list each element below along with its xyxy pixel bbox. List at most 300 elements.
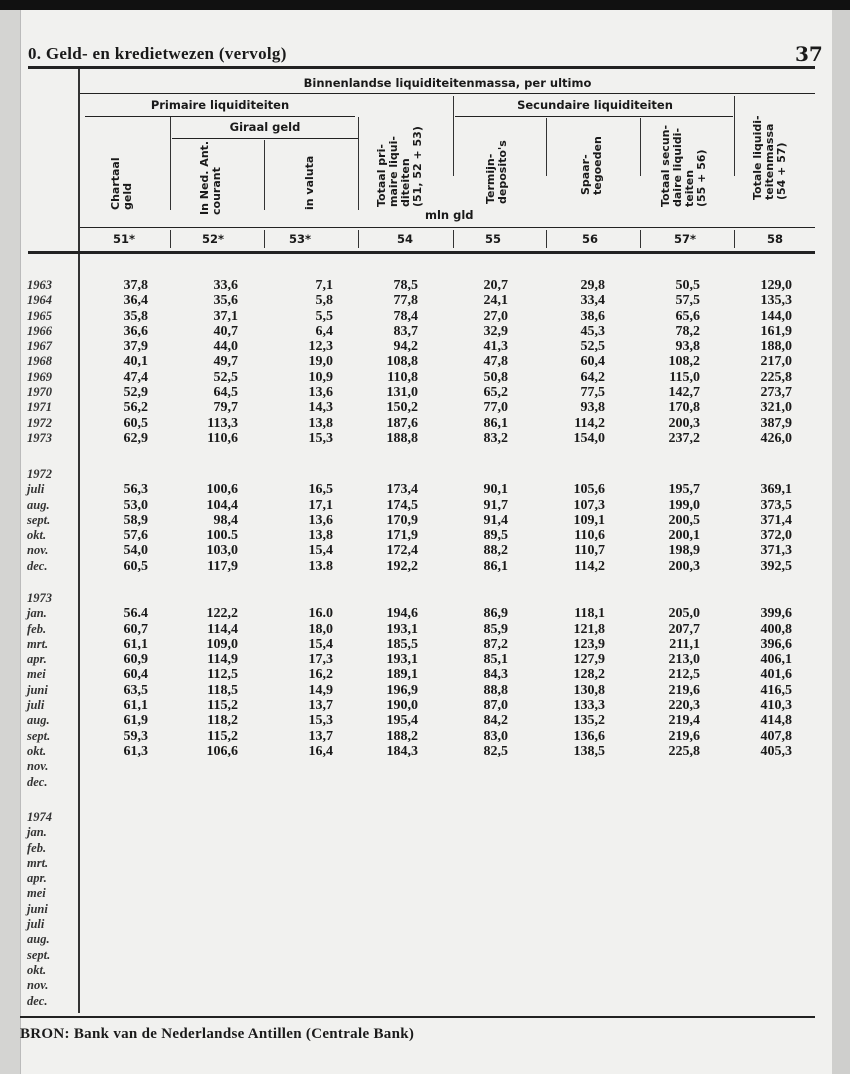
cell-col-54: 173,4 — [386, 482, 418, 498]
column-divider — [640, 118, 641, 176]
cell-col-52: 35,6 — [213, 293, 238, 309]
cell-col-56: 52,5 — [580, 339, 605, 355]
row-label: aug. — [27, 932, 50, 947]
table-row — [0, 324, 850, 339]
cell-col-55: 86,1 — [483, 415, 508, 431]
cell-col-57: 200,3 — [668, 558, 700, 574]
cell-col-53: 10,9 — [308, 369, 333, 385]
cell-col-57: 198,9 — [668, 543, 700, 559]
unit-label: mln gld — [425, 208, 474, 222]
row-label: feb. — [27, 840, 47, 855]
row-label: 1972 — [27, 415, 52, 430]
section-title: 0. Geld- en kredietwezen (vervolg) — [28, 44, 287, 63]
subgroup-header-giraal: Giraal geld — [229, 120, 301, 134]
column-divider — [734, 96, 735, 176]
row-label: 1963 — [27, 278, 52, 292]
cell-col-58: 387,9 — [760, 415, 792, 431]
cell-col-54: 78,5 — [393, 278, 418, 293]
cell-col-56: 121,8 — [573, 621, 605, 637]
cell-col-57: 200,1 — [668, 528, 700, 544]
column-header-58: Totale liquidi- teitenmassa (54 + 57) — [751, 115, 788, 200]
column-divider — [453, 230, 454, 248]
table-row — [0, 637, 850, 652]
table-row — [0, 385, 850, 400]
row-label: jan. — [27, 825, 47, 840]
column-divider — [264, 230, 265, 248]
cell-col-51: 54,0 — [123, 543, 148, 559]
cell-col-51: 56.4 — [123, 606, 148, 622]
cell-col-55: 83,0 — [483, 728, 508, 744]
cell-col-57: 195,7 — [668, 482, 700, 498]
cell-col-52: 117,9 — [207, 558, 238, 574]
cell-col-54: 187,6 — [386, 415, 418, 431]
cell-col-53: 15,3 — [308, 430, 333, 446]
cell-col-55: 32,9 — [483, 323, 508, 339]
row-label: 1971 — [27, 400, 52, 415]
row-label: aug. — [27, 713, 50, 728]
table-row — [0, 652, 850, 667]
column-number-52: 52* — [201, 232, 225, 246]
column-header-53: in valuta — [303, 155, 316, 210]
cell-col-56: 128,2 — [573, 667, 605, 683]
cell-col-53: 18,0 — [308, 621, 333, 637]
table-row — [0, 713, 850, 728]
column-header-51: Chartaal geld — [109, 157, 134, 210]
cell-col-56: 114,2 — [574, 415, 605, 431]
cell-col-51: 60,5 — [123, 415, 148, 431]
column-divider — [734, 230, 735, 248]
cell-col-52: 40,7 — [213, 323, 238, 339]
cell-col-52: 103,0 — [206, 543, 238, 559]
rule — [172, 138, 358, 139]
cell-col-53: 13,7 — [308, 728, 333, 744]
table-row — [0, 994, 850, 1009]
row-label: 1965 — [27, 308, 52, 323]
column-header-57: Totaal secun- daire liquidi- teiten (55 + 56) — [659, 124, 708, 207]
cell-col-54: 171,9 — [386, 528, 418, 544]
cell-col-53: 13,6 — [308, 385, 333, 401]
row-label: 1970 — [27, 385, 52, 400]
column-divider — [546, 118, 547, 176]
cell-col-57: 78,2 — [675, 323, 700, 339]
table-row — [0, 543, 850, 558]
column-divider — [170, 117, 171, 210]
cell-col-51: 61,1 — [123, 698, 148, 714]
cell-col-55: 85,9 — [483, 621, 508, 637]
cell-col-55: 24,1 — [483, 293, 508, 309]
table-row — [0, 948, 850, 963]
table-row — [0, 698, 850, 713]
cell-col-56: 123,9 — [573, 636, 605, 652]
cell-col-57: 200,3 — [668, 415, 700, 431]
table-row — [0, 841, 850, 856]
cell-col-57: 225,8 — [668, 743, 700, 759]
cell-col-57: 200,5 — [668, 512, 700, 528]
cell-col-57: 213,0 — [668, 652, 700, 668]
cell-col-55: 87,0 — [483, 698, 508, 714]
table-row — [0, 606, 850, 621]
cell-col-56: 138,5 — [573, 743, 605, 759]
cell-col-55: 77,0 — [483, 400, 508, 416]
cell-col-58: 217,0 — [760, 354, 792, 370]
cell-col-54: 110,8 — [387, 369, 418, 385]
cell-col-58: 399,6 — [760, 606, 792, 622]
cell-col-52: 110,6 — [207, 430, 238, 446]
cell-col-54: 185,5 — [386, 636, 418, 652]
rule — [85, 116, 355, 117]
column-header-52: In Ned. Ant. courant — [198, 140, 223, 215]
cell-col-57: 108,2 — [668, 354, 700, 370]
row-label: juni — [27, 901, 48, 916]
cell-col-58: 161,9 — [760, 323, 792, 339]
cell-col-54: 193,1 — [386, 652, 418, 668]
cell-col-55: 86,1 — [483, 558, 508, 574]
cell-col-53: 7,1 — [315, 278, 333, 293]
cell-col-56: 110,6 — [574, 528, 605, 544]
table-row — [0, 886, 850, 901]
cell-col-55: 82,5 — [483, 743, 508, 759]
cell-col-57: 57,5 — [675, 293, 700, 309]
cell-col-55: 88,2 — [483, 543, 508, 559]
cell-col-52: 115,2 — [207, 698, 238, 714]
cell-col-58: 273,7 — [760, 385, 792, 401]
cell-col-56: 64,2 — [580, 369, 605, 385]
group-header-secondary: Secundaire liquiditeiten — [517, 98, 673, 112]
cell-col-54: 174,5 — [386, 497, 418, 513]
page-number: 37 — [795, 42, 823, 66]
cell-col-56: 130,8 — [573, 682, 605, 698]
row-label: jan. — [27, 606, 47, 621]
row-label: dec. — [27, 993, 48, 1008]
cell-col-51: 60,5 — [123, 558, 148, 574]
bottom-rule — [20, 1016, 815, 1018]
cell-col-54: 194,6 — [386, 606, 418, 622]
cell-col-56: 136,6 — [573, 728, 605, 744]
table-row — [0, 963, 850, 978]
cell-col-52: 33,6 — [213, 278, 238, 293]
cell-col-54: 78,4 — [393, 308, 418, 324]
row-label: juni — [27, 682, 48, 697]
row-label: sept. — [27, 728, 51, 743]
cell-col-56: 109,1 — [573, 512, 605, 528]
column-header-56: Spaar- tegoeden — [579, 136, 604, 195]
table-row — [0, 917, 850, 932]
cell-col-51: 58,9 — [123, 512, 148, 528]
cell-col-52: 114,4 — [207, 621, 238, 637]
cell-col-53: 12,3 — [308, 339, 333, 355]
cell-col-58: 414,8 — [760, 713, 792, 729]
row-label: sept. — [27, 512, 51, 527]
cell-col-58: 135,3 — [760, 293, 792, 309]
cell-col-51: 40,1 — [123, 354, 148, 370]
cell-col-53: 13,6 — [308, 512, 333, 528]
cell-col-51: 60,7 — [123, 621, 148, 637]
cell-col-53: 15,4 — [308, 543, 333, 559]
cell-col-51: 37,9 — [123, 339, 148, 355]
row-label: 1964 — [27, 293, 52, 308]
cell-col-58: 396,6 — [760, 636, 792, 652]
cell-col-56: 60,4 — [580, 354, 605, 370]
group-header-primary: Primaire liquiditeiten — [150, 98, 290, 112]
cell-col-55: 41,3 — [483, 339, 508, 355]
cell-col-54: 94,2 — [393, 339, 418, 355]
cell-col-55: 27,0 — [483, 308, 508, 324]
cell-col-56: 118,1 — [574, 606, 605, 622]
table-row — [0, 370, 850, 385]
table-block — [0, 278, 850, 446]
cell-col-51: 47,4 — [123, 369, 148, 385]
cell-col-55: 85,1 — [483, 652, 508, 668]
cell-col-52: 113,3 — [207, 415, 238, 431]
cell-col-52: 44,0 — [213, 339, 238, 355]
column-number-53: 53* — [288, 232, 312, 246]
table-block — [0, 467, 850, 574]
row-label: juli — [27, 698, 45, 713]
table-row — [0, 759, 850, 774]
cell-col-51: 37,8 — [123, 278, 148, 293]
table-block — [0, 810, 850, 1009]
column-divider — [358, 117, 359, 210]
cell-col-52: 79,7 — [213, 400, 238, 416]
cell-col-54: 172,4 — [386, 543, 418, 559]
table-row — [0, 825, 850, 840]
cell-col-54: 184,3 — [386, 743, 418, 759]
cell-col-54: 83,7 — [393, 323, 418, 339]
cell-col-52: 52,5 — [213, 369, 238, 385]
block-heading-row — [0, 467, 850, 482]
cell-col-54: 196,9 — [386, 682, 418, 698]
cell-col-57: 207,7 — [668, 621, 700, 637]
cell-col-53: 13,8 — [308, 415, 333, 431]
cell-col-58: 401,6 — [760, 667, 792, 683]
cell-col-56: 133,3 — [573, 698, 605, 714]
cell-col-53: 13,7 — [308, 698, 333, 714]
block-year-label: 1972 — [27, 467, 52, 481]
cell-col-58: 225,8 — [760, 369, 792, 385]
cell-col-58: 405,3 — [760, 743, 792, 759]
block-heading-row — [0, 810, 850, 825]
cell-col-58: 410,3 — [760, 698, 792, 714]
cell-col-53: 13.8 — [308, 558, 333, 574]
cell-col-54: 188,2 — [386, 728, 418, 744]
table-row — [0, 354, 850, 369]
cell-col-55: 65,2 — [483, 385, 508, 401]
cell-col-52: 122,2 — [206, 606, 238, 622]
cell-col-51: 63,5 — [123, 682, 148, 698]
cell-col-52: 118,2 — [207, 713, 238, 729]
cell-col-55: 86,9 — [483, 606, 508, 622]
cell-col-53: 14,9 — [308, 682, 333, 698]
table-row — [0, 667, 850, 682]
cell-col-58: 371,3 — [760, 543, 792, 559]
cell-col-52: 114,9 — [207, 652, 238, 668]
cell-col-58: 372,0 — [760, 528, 792, 544]
cell-col-53: 16,4 — [308, 743, 333, 759]
row-label: okt. — [27, 743, 47, 758]
cell-col-52: 115,2 — [207, 728, 238, 744]
column-divider — [264, 140, 265, 210]
cell-col-57: 50,5 — [675, 278, 700, 293]
header-bottom-rule — [28, 251, 815, 254]
cell-col-53: 16.0 — [308, 606, 333, 622]
cell-col-56: 154,0 — [573, 430, 605, 446]
table-row — [0, 431, 850, 446]
cell-col-58: 369,1 — [760, 482, 792, 498]
cell-col-58: 129,0 — [760, 278, 792, 293]
table-row — [0, 416, 850, 431]
cell-col-53: 17,1 — [308, 497, 333, 513]
cell-col-58: 371,4 — [760, 512, 792, 528]
table-row — [0, 278, 850, 293]
cell-col-54: 195,4 — [386, 713, 418, 729]
row-label: apr. — [27, 871, 47, 886]
source-note: BRON: Bank van de Nederlandse Antillen (Centrale Bank) — [20, 1026, 415, 1042]
row-label: okt. — [27, 962, 47, 977]
table-row — [0, 622, 850, 637]
cell-col-52: 112,5 — [207, 667, 238, 683]
cell-col-52: 98,4 — [213, 512, 238, 528]
cell-col-57: 219,4 — [668, 713, 700, 729]
table-row — [0, 482, 850, 497]
block-heading-row — [0, 591, 850, 606]
cell-col-51: 60,9 — [123, 652, 148, 668]
table-row — [0, 856, 850, 871]
cell-col-51: 57,6 — [123, 528, 148, 544]
cell-col-53: 15,4 — [308, 636, 333, 652]
cell-col-58: 373,5 — [760, 497, 792, 513]
cell-col-57: 211,1 — [669, 636, 700, 652]
cell-col-56: 29,8 — [580, 278, 605, 293]
cell-col-55: 90,1 — [483, 482, 508, 498]
row-label: juli — [27, 917, 45, 932]
cell-col-57: 115,0 — [669, 369, 700, 385]
cell-col-51: 61,1 — [123, 636, 148, 652]
cell-col-56: 45,3 — [580, 323, 605, 339]
cell-col-55: 83,2 — [483, 430, 508, 446]
cell-col-55: 50,8 — [483, 369, 508, 385]
cell-col-57: 93,8 — [675, 339, 700, 355]
row-label: juli — [27, 482, 45, 497]
row-label: feb. — [27, 621, 47, 636]
table-row — [0, 978, 850, 993]
cell-col-55: 91,4 — [483, 512, 508, 528]
cell-col-56: 127,9 — [573, 652, 605, 668]
row-label: nov. — [27, 543, 49, 558]
cell-col-58: 407,8 — [760, 728, 792, 744]
cell-col-54: 131,0 — [386, 385, 418, 401]
row-label: apr. — [27, 652, 47, 667]
cell-col-53: 14,3 — [308, 400, 333, 416]
row-label: sept. — [27, 947, 51, 962]
cell-col-57: 212,5 — [668, 667, 700, 683]
cell-col-51: 35,8 — [123, 308, 148, 324]
cell-col-51: 56,3 — [123, 482, 148, 498]
rule — [80, 93, 815, 94]
cell-col-54: 189,1 — [386, 667, 418, 683]
cell-col-52: 100.5 — [206, 528, 238, 544]
cell-col-52: 64,5 — [213, 385, 238, 401]
cell-col-52: 104,4 — [206, 497, 238, 513]
row-label: nov. — [27, 978, 49, 993]
rule — [80, 227, 815, 228]
cell-col-57: 219,6 — [668, 728, 700, 744]
table-row — [0, 293, 850, 308]
cell-col-54: 193,1 — [386, 621, 418, 637]
cell-col-57: 237,2 — [668, 430, 700, 446]
cell-col-58: 406,1 — [760, 652, 792, 668]
cell-col-51: 56,2 — [123, 400, 148, 416]
cell-col-54: 170,9 — [386, 512, 418, 528]
column-number-54: 54 — [396, 232, 413, 246]
cell-col-57: 199,0 — [668, 497, 700, 513]
top-rule — [28, 66, 815, 69]
table-row — [0, 559, 850, 574]
cell-col-54: 192,2 — [386, 558, 418, 574]
cell-col-54: 190,0 — [386, 698, 418, 714]
column-divider — [640, 230, 641, 248]
cell-col-56: 93,8 — [580, 400, 605, 416]
cell-col-52: 109,0 — [206, 636, 238, 652]
cell-col-52: 49,7 — [213, 354, 238, 370]
cell-col-54: 77,8 — [393, 293, 418, 309]
table-row — [0, 528, 850, 543]
row-label: okt. — [27, 528, 47, 543]
cell-col-57: 65,6 — [675, 308, 700, 324]
cell-col-53: 16,2 — [308, 667, 333, 683]
cell-col-51: 61,3 — [123, 743, 148, 759]
block-year-label: 1973 — [27, 591, 52, 605]
table-block — [0, 591, 850, 790]
column-header-54: Totaal pri- maire liqui- diteiten (51, 52 + 53) — [375, 126, 424, 207]
cell-col-51: 52,9 — [123, 385, 148, 401]
cell-col-53: 6,4 — [315, 323, 333, 339]
row-label: 1966 — [27, 323, 52, 338]
cell-col-55: 47,8 — [483, 354, 508, 370]
row-label: dec. — [27, 774, 48, 789]
table-row — [0, 744, 850, 759]
cell-col-57: 205,0 — [668, 606, 700, 622]
cell-col-57: 219,6 — [668, 682, 700, 698]
cell-col-56: 77,5 — [580, 385, 605, 401]
table-row — [0, 513, 850, 528]
cell-col-51: 36,4 — [123, 293, 148, 309]
table-row — [0, 932, 850, 947]
cell-col-58: 400,8 — [760, 621, 792, 637]
table-row — [0, 339, 850, 354]
cell-col-55: 89,5 — [483, 528, 508, 544]
cell-col-51: 59,3 — [123, 728, 148, 744]
cell-col-51: 36,6 — [123, 323, 148, 339]
cell-col-52: 37,1 — [213, 308, 238, 324]
table-row — [0, 498, 850, 513]
cell-col-58: 392,5 — [760, 558, 792, 574]
cell-col-55: 84,2 — [483, 713, 508, 729]
cell-col-51: 53,0 — [123, 497, 148, 513]
row-label: mrt. — [27, 855, 49, 870]
cell-col-52: 100,6 — [206, 482, 238, 498]
cell-col-55: 91,7 — [483, 497, 508, 513]
cell-col-55: 87,2 — [483, 636, 508, 652]
cell-col-51: 60,4 — [123, 667, 148, 683]
super-header: Binnenlandse liquiditeitenmassa, per ultimo — [303, 76, 592, 90]
cell-col-56: 105,6 — [573, 482, 605, 498]
row-label: mei — [27, 667, 46, 682]
column-number-51: 51* — [112, 232, 136, 246]
cell-col-54: 188,8 — [386, 430, 418, 446]
cell-col-52: 118,5 — [207, 682, 238, 698]
column-number-57: 57* — [673, 232, 697, 246]
cell-col-51: 61,9 — [123, 713, 148, 729]
